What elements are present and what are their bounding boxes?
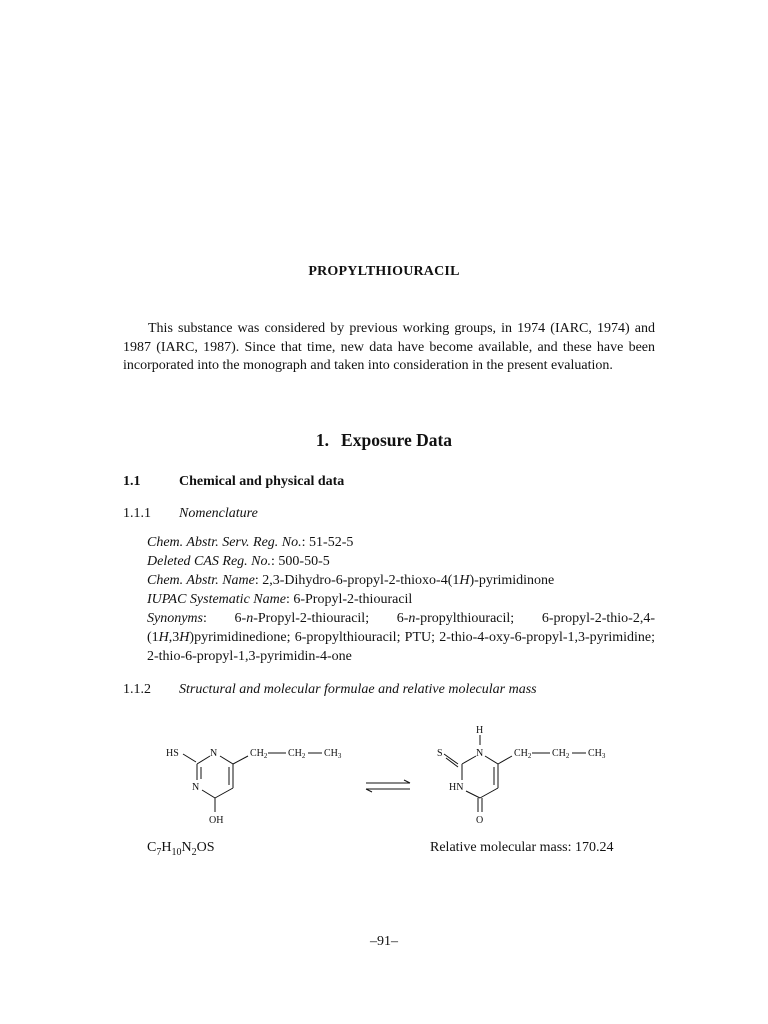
right-o-label: O [476, 815, 484, 826]
left-hs-label: HS [166, 748, 179, 759]
bond-c4-c5 [480, 788, 498, 798]
left-n-top-label: N [210, 748, 218, 759]
page-title: PROPYLTHIOURACIL [308, 264, 460, 279]
synonyms-text-3: -propylthiouracil; 6-propyl-2-thio-2,4-(1 [147, 611, 655, 645]
cas-label: Chem. Abstr. Serv. Reg. No. [147, 535, 302, 550]
formula-c: C [147, 840, 157, 855]
left-chain-ch2b [288, 748, 306, 760]
left-chain-ch3 [324, 748, 342, 760]
right-ch2b-sub: 2 [565, 752, 570, 760]
synonyms-text-4: ,3 [168, 630, 180, 645]
cas-value: : 51-52-5 [301, 535, 354, 550]
chem-name-label: Chem. Abstr. Name [147, 573, 255, 588]
bond-c4-chain [233, 756, 248, 764]
molecular-mass: Relative molecular mass: 170.24 [430, 840, 614, 855]
page-number: –91– [370, 934, 398, 949]
left-ch3-text: CH [324, 748, 338, 759]
chem-name-value-b: )-pyrimidinone [469, 573, 555, 588]
right-ch3-text: CH [588, 748, 602, 759]
bond-c6-chain [498, 756, 512, 764]
bond-c2-n1 [462, 756, 476, 764]
intro-paragraph: This substance was considered by previous working groups, in 1974 (IARC, 1974) and 1987 (IARC, 1987). Since that time, new data have become available, and these have been incorporated into the monograph and taken into consideration in the present evaluation. [123, 321, 655, 373]
chem-name-value-h: H [459, 573, 470, 588]
section-number: 1. [315, 430, 330, 450]
right-ch2a-sub: 2 [527, 752, 532, 760]
synonyms-italic-n2: n [408, 611, 416, 626]
formula-os: OS [196, 840, 215, 855]
left-ch2a-text: CH [250, 748, 264, 759]
synonyms-text-2: -Propyl-2-thiouracil; 6- [253, 611, 409, 626]
subsection-title: Chemical and physical data [179, 474, 345, 489]
bond-c6-c5 [215, 788, 233, 798]
left-structure [183, 753, 322, 812]
bond-s-c2 [444, 754, 458, 764]
structure-title: Structural and molecular formulae and relative molecular mass [179, 682, 537, 697]
equilibrium-arrow [366, 780, 410, 792]
right-ch3-sub: 3 [601, 752, 606, 760]
right-s-label: S [437, 748, 443, 759]
right-chain-ch3 [588, 748, 606, 760]
formula-c-sub: 7 [156, 846, 162, 858]
left-ch2b-sub: 2 [301, 752, 306, 760]
right-hn-label: HN [449, 782, 464, 793]
chem-name-value-a: : 2,3-Dihydro-6-propyl-2-thioxo-4(1 [254, 573, 460, 588]
right-structure [444, 735, 586, 812]
synonyms-italic-h1: H [158, 630, 169, 645]
synonyms-italic-h2: H [179, 630, 190, 645]
bond-n3-c4 [220, 756, 233, 764]
bond-hs-c2 [183, 754, 196, 762]
left-oh-label: OH [209, 815, 224, 826]
molecular-formula [147, 840, 215, 858]
right-ch2a-text: CH [514, 748, 528, 759]
section-title: Exposure Data [341, 430, 453, 450]
synonyms-text-5: )pyrimidinedione; 6-propylthiouracil; PTU; 2-thio-4-oxy-6-propyl-1,3-pyrimidine; 2-thio-6-propyl-1,3-pyrimidin-4-one [147, 630, 655, 664]
left-chain-ch2a [250, 748, 268, 760]
synonyms-text-1: : 6- [203, 611, 247, 626]
structure-number: 1.1.2 [123, 682, 151, 697]
right-chain-ch2a [514, 748, 532, 760]
nomenclature-number: 1.1.1 [123, 506, 151, 521]
formula-h-sub: 10 [171, 846, 182, 858]
right-ch2b-text: CH [552, 748, 566, 759]
iupac-label: IUPAC Systematic Name [147, 592, 286, 607]
deleted-cas-value: : 500-50-5 [271, 554, 330, 569]
nomenclature-title: Nomenclature [179, 506, 258, 521]
left-n-bottom-label: N [192, 782, 200, 793]
formula-h: H [161, 840, 172, 855]
formula-n: N [181, 840, 192, 855]
deleted-cas-label: Deleted CAS Reg. No. [147, 554, 272, 569]
bond-c2-n3 [197, 756, 210, 764]
left-ch3-sub: 3 [337, 752, 342, 760]
bond-n1-c6 [485, 756, 498, 764]
right-chain-ch2b [552, 748, 570, 760]
left-ch2b-text: CH [288, 748, 302, 759]
iupac-value: : 6-Propyl-2-thiouracil [285, 592, 413, 607]
right-n-top-label: N [476, 748, 484, 759]
synonyms-italic-n1: n [246, 611, 254, 626]
bond-n3-c4 [466, 791, 480, 798]
left-ch2a-sub: 2 [263, 752, 268, 760]
bond-n1-c6 [202, 790, 215, 798]
right-h-label: H [476, 725, 484, 736]
formula-n-sub: 2 [191, 846, 197, 858]
subsection-number: 1.1 [123, 474, 141, 489]
synonyms-label: Synonyms [147, 611, 203, 626]
